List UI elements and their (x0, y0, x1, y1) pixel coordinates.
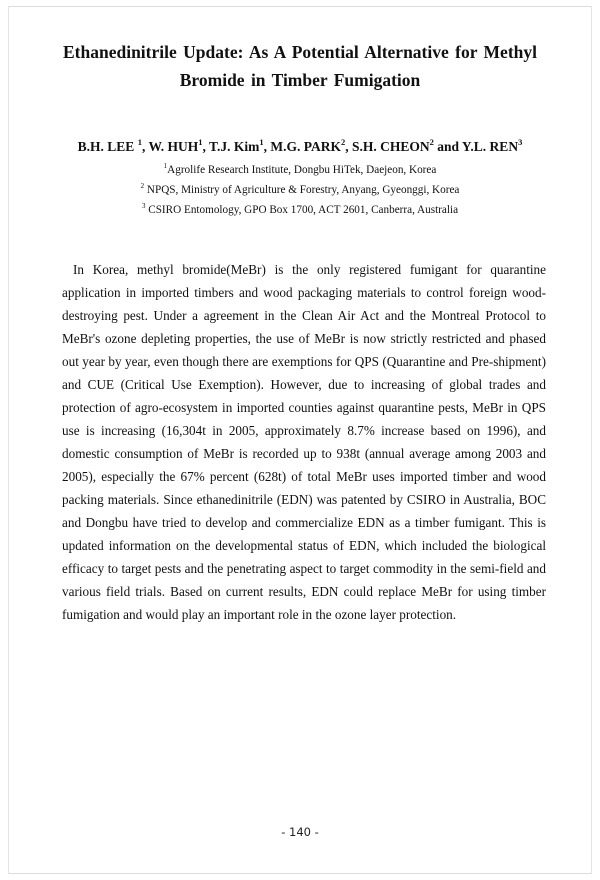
author-name: W. HUH (148, 139, 199, 154)
page-border-top (8, 6, 592, 7)
author-separator-and: and (437, 139, 460, 154)
paper-title-line-1: Ethanedinitrile Update: As A Potential Alternative for Methyl (63, 42, 537, 62)
affiliation-line (40, 160, 560, 180)
paper-title (40, 38, 560, 94)
affiliation-text: CSIRO Entomology, GPO Box 1700, ACT 2601, Canberra, Australia (148, 204, 459, 216)
author-affiliation-marker: 1 (198, 137, 203, 147)
page-border-bottom (8, 873, 592, 874)
abstract-paragraph: In Korea, methyl bromide(MeBr) is the only registered fumigant for quarantine application in imported timbers and wood packaging materials to control foreign wood-destroying pest. Under a agreement in the Clean Air Act and the Montreal Protocol to MeBr's ozone depleting properties, the use of MeBr is now strictly restricted and phased out year by year, even though there are exemptions for QPS (Quarantine and Pre-shipment) and CUE (Critical Use Exemption). However, due to increasing of global trades and protection of agro-ecosystem in imported counties against quarantine pests, MeBr in QPS use is increasing (16,304t in 2005, approximately 8.7% increase based on 1996), and domestic consumption of MeBr is recorded up to 938t (annual average among 2003 and 2005), especially the 67% percent (628t) of total MeBr uses imported timber and wood packing materials. Since ethanedinitrile (EDN) was patented by CSIRO in Australia, BOC and Dongbu have tried to develop and commercialize EDN as a timber fumigant. This is updated information on the developmental status of EDN, which included the biological efficacy to target pests and the penetrating aspect to target commodity in the semi-field and various field trials. Based on current results, EDN could replace MeBr for using timber fumigation and would play an important role in the ozone layer protection. (62, 262, 546, 622)
author-separator: , (141, 139, 146, 154)
author-name: Y.L. REN (461, 139, 519, 154)
author-separator: , (202, 139, 206, 154)
affiliation-text: NPQS, Ministry of Agriculture & Forestry, Anyang, Gyeonggi, Korea (146, 184, 460, 196)
author-list (40, 138, 560, 156)
affiliation-line (40, 180, 560, 200)
author-affiliation-marker: 1 (259, 137, 264, 147)
affiliation-line (40, 200, 560, 220)
author-name: T.J. Kim (209, 139, 260, 154)
affiliation-list (40, 160, 560, 220)
author-affiliation-marker: 2 (341, 137, 346, 147)
author-name: S.H. CHEON (352, 139, 430, 154)
author-separator: , (345, 139, 349, 154)
author-affiliation-marker: 3 (518, 137, 523, 147)
affiliation-marker: 3 (141, 202, 146, 210)
page-number: - 140 - (281, 825, 319, 839)
page-border-left (8, 6, 9, 874)
affiliation-marker: 2 (140, 182, 145, 190)
affiliation-text: Agrolife Research Institute, Dongbu HiTek, Daejeon, Korea (167, 164, 437, 176)
author-separator: , (263, 139, 267, 154)
author-affiliation-marker: 1 (137, 137, 142, 147)
author-affiliation-marker: 2 (429, 137, 434, 147)
author-name: B.H. LEE (77, 139, 135, 154)
affiliation-marker: 1 (163, 162, 168, 170)
author-name: M.G. PARK (270, 139, 341, 154)
paper-title-line-2: Bromide in Timber Fumigation (179, 70, 421, 90)
page-border-right (591, 6, 592, 874)
